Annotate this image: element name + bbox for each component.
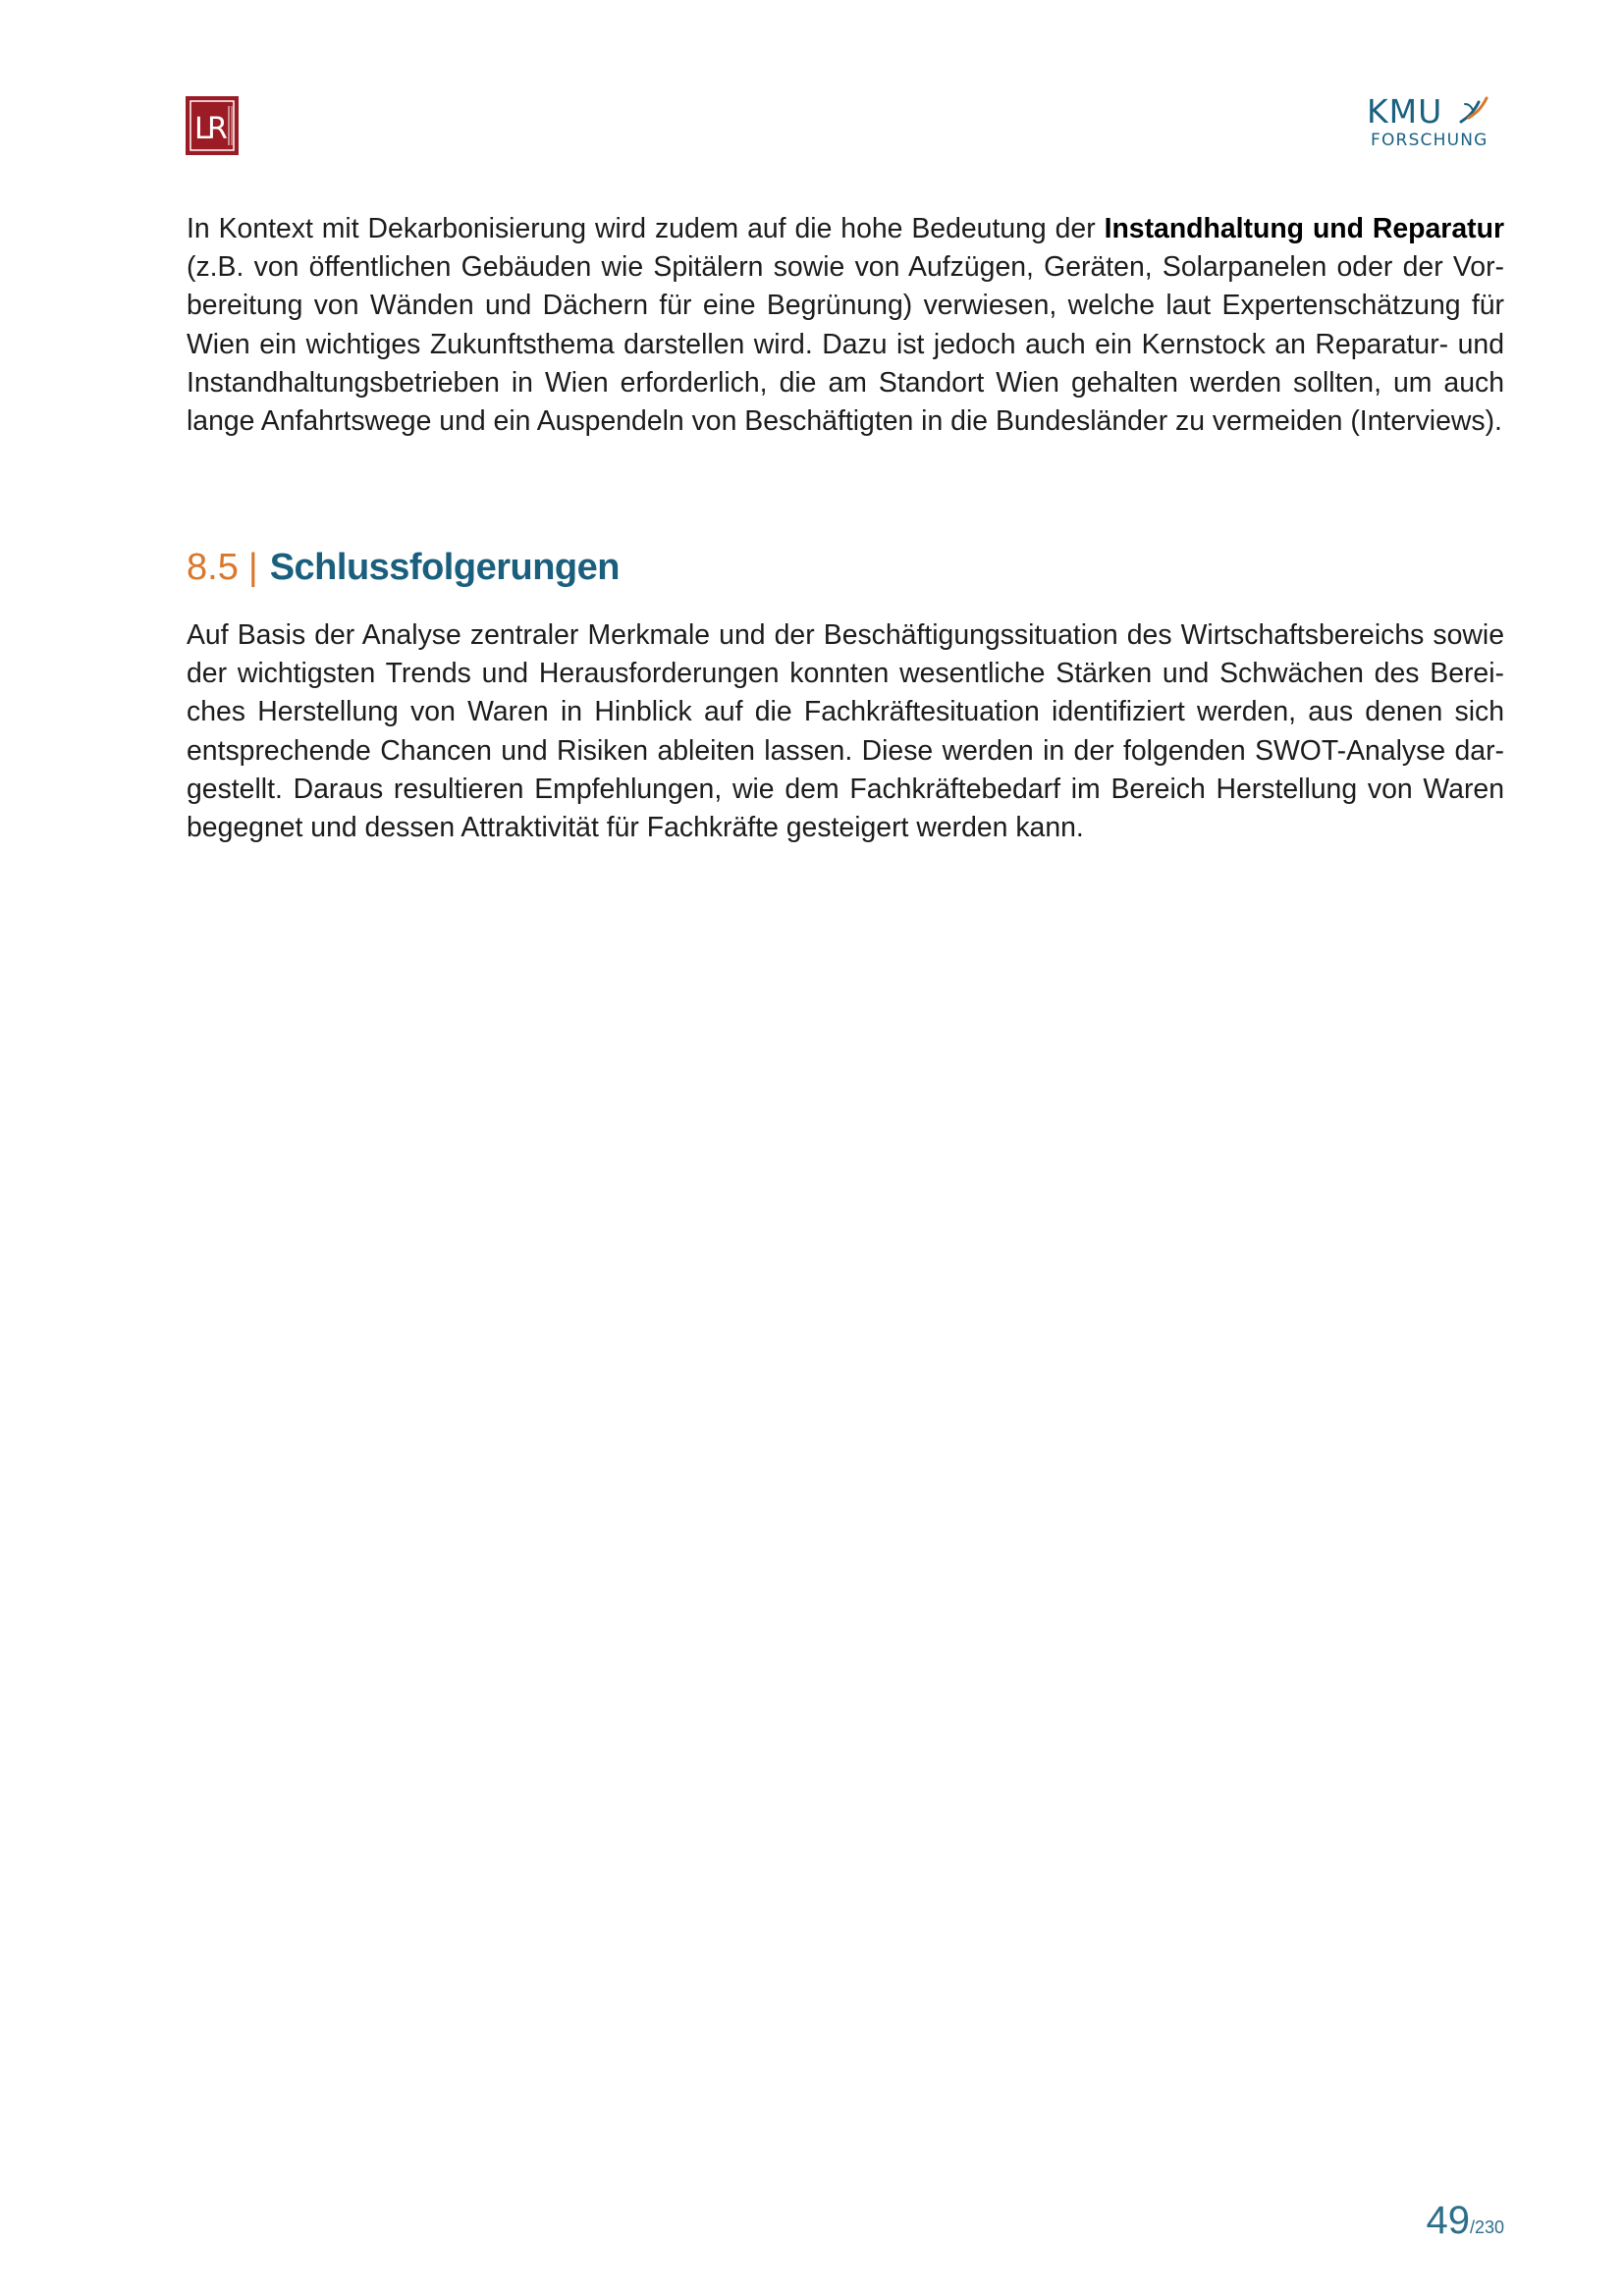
body-paragraph: Auf Basis der Analyse zentraler Merkmale und der Beschäftigungssituation des Wirtschaftsbereichs sowie der wichtigsten Trends und Herausforderungen konnten wesentliche Stärken und Schwächen des Bereiches Herstellung von Waren in Hinblick auf die Fachkräftesituation identifiziert werden, aus denen sich entsprechende Chancen und Risiken ableiten lassen. Diese werden in der folgenden SWOT-Analyse dargestellt. Daraus resultieren Empfehlungen, wie dem Fachkräftebedarf im Bereich Herstellung von Waren begegnet und dessen Attraktivität für Fachkräfte gesteigert werden kann. xyxy=(187,619,1504,844)
kmu-forschung-logo xyxy=(1367,94,1489,155)
emphasis-text: Instandhaltung und Reparatur xyxy=(1104,213,1504,244)
svg-text:R: R xyxy=(207,112,228,146)
svg-text:L: L xyxy=(194,112,211,146)
current-page: 49 xyxy=(1426,2199,1470,2242)
kmu-logo-name: KMU xyxy=(1367,92,1443,131)
paragraph-intro: In Kontext mit Dekarbonisierung wird zudem auf die hohe Bedeutung der xyxy=(187,213,1105,244)
kmu-logo-subtitle: FORSCHUNG xyxy=(1371,131,1489,150)
section-separator: | xyxy=(247,547,258,588)
section-heading xyxy=(187,544,620,591)
section-title: Schlussfolgerungen xyxy=(269,547,620,588)
paragraph-text: (z.B. von öffentlichen Gebäuden wie Spitälern sowie von Aufzügen, Geräten, Solarpanelen oder der Vorbereitung von Wänden und Dächern für eine Begrünung) verwiesen, welche laut Expertenschätzung für Wien ein wichtiges Zukunftsthema darstellen wird. Dazu ist jedoch auch ein Kernstock an Reparatur- und Instandhaltungsbetrieben in Wien erforderlich, die am Standort Wien gehalten werden sollten, um auch lange Anfahrtswege und ein Auspendeln von Beschäftigten in die Bundesländer zu vermeiden (Interviews). xyxy=(187,251,1504,438)
total-pages: /230 xyxy=(1469,2217,1504,2237)
leaf-icon xyxy=(1459,96,1489,126)
page-number xyxy=(1426,2199,1504,2243)
body-paragraph xyxy=(187,210,1504,441)
lr-logo-icon xyxy=(186,96,239,155)
section-number: 8.5 xyxy=(187,547,239,588)
